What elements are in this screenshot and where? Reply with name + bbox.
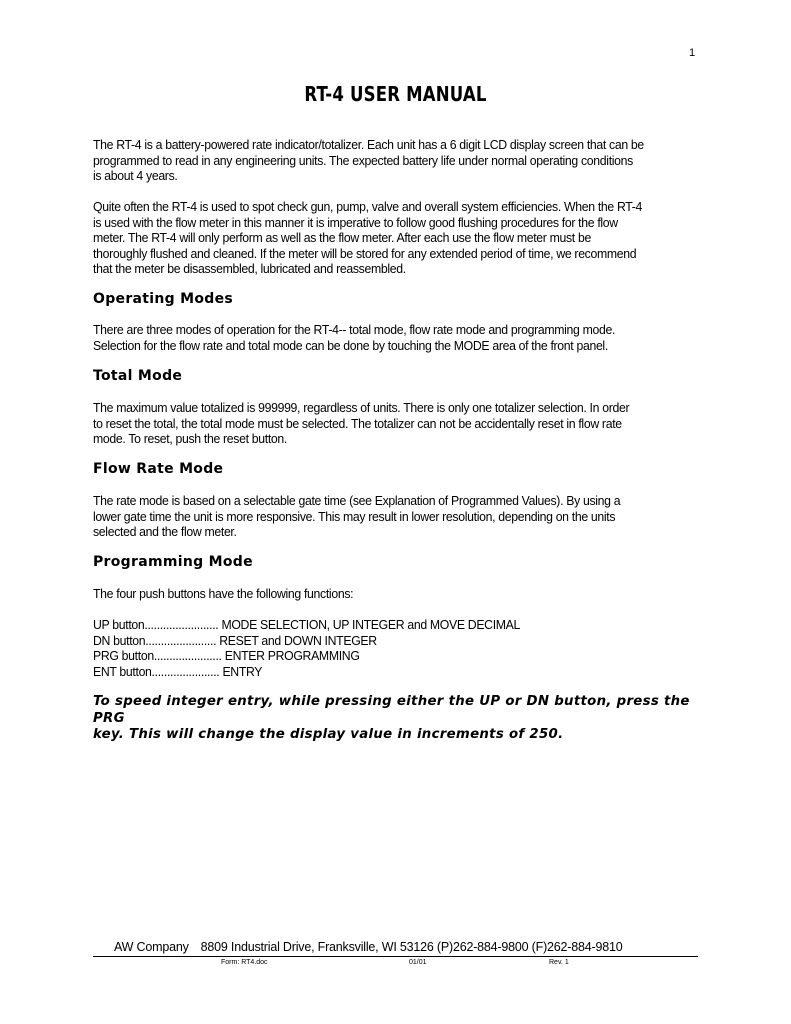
section-heading-flow-rate-mode: Flow Rate Mode xyxy=(93,461,224,477)
total-mode-paragraph xyxy=(93,400,705,447)
footer-form: Form: RT4.doc xyxy=(221,959,268,966)
button-row-dn: DN button....................... RESET and DOWN INTEGER xyxy=(93,633,377,648)
integer-entry-note xyxy=(93,694,705,744)
button-row-ent: ENT button...................... ENTRY xyxy=(93,664,263,679)
text-line: is about 4 years. xyxy=(93,168,178,184)
operating-modes-paragraph xyxy=(93,322,705,353)
footer-date: 01/01 xyxy=(409,959,427,966)
section-heading-programming-mode: Programming Mode xyxy=(93,554,253,570)
text-line: programmed to read in any engineering units. The expected battery life under normal operating conditions xyxy=(93,152,633,168)
text-line: The RT-4 is a battery-powered rate indicator/totalizer. Each unit has a 6 digit LCD display screen that can be xyxy=(93,137,644,152)
usage-paragraph xyxy=(93,199,705,277)
programming-intro: The four push buttons have the following functions: xyxy=(93,586,354,601)
text-line: lower gate time the unit is more responsive. This may result in lower resolution, depending on the units xyxy=(93,508,616,524)
section-heading-operating-modes: Operating Modes xyxy=(93,291,234,307)
text-line: To speed integer entry, while pressing either the UP or DN button, press the PRG xyxy=(93,694,690,726)
text-line: key. This will change the display value in increments of 250. xyxy=(93,727,564,742)
text-line: mode. To reset, push the reset button. xyxy=(93,431,287,447)
page-title: RT-4 USER MANUAL xyxy=(304,82,487,106)
text-line: selected and the flow meter. xyxy=(93,524,237,540)
page-number: 1 xyxy=(689,47,696,59)
footer-address: 8809 Industrial Drive, Franksville, WI 53126 (P)262-884-9800 (F)262-884-9810 xyxy=(200,940,623,954)
text-line: There are three modes of operation for the RT-4-- total mode, flow rate mode and programming mode. xyxy=(93,322,616,337)
flow-rate-mode-paragraph xyxy=(93,493,705,540)
text-line: thoroughly flushed and cleaned. If the meter will be stored for any extended period of time, we recommend xyxy=(93,245,637,261)
text-line: The rate mode is based on a selectable gate time (see Explanation of Programmed Values). By using a xyxy=(93,493,621,508)
text-line: Quite often the RT-4 is used to spot check gun, pump, valve and overall system efficiencies. When the RT-4 xyxy=(93,199,643,214)
text-line: is used with the flow meter in this manner it is imperative to follow good flushing procedures for the flow xyxy=(93,214,618,230)
text-line: Selection for the flow rate and total mode can be done by touching the MODE area of the front panel. xyxy=(93,337,608,353)
footer-company: AW Company xyxy=(114,940,189,954)
footer-address-line xyxy=(93,940,698,954)
button-row-prg: PRG button...................... ENTER PROGRAMMING xyxy=(93,648,360,663)
intro-paragraph xyxy=(93,137,705,184)
text-line: to reset the total, the total mode must be selected. The totalizer can not be accidentally reset in flow rate xyxy=(93,415,622,431)
footer-rule xyxy=(93,956,698,957)
section-heading-total-mode: Total Mode xyxy=(93,368,183,384)
button-row-up: UP button........................ MODE SELECTION, UP INTEGER and MOVE DECIMAL xyxy=(93,617,521,632)
text-line: The maximum value totalized is 999999, regardless of units. There is only one totalizer selection. In order xyxy=(93,400,630,415)
text-line: meter. The RT-4 will only perform as well as the flow meter. After each use the flow meter must be xyxy=(93,230,591,246)
footer-rev: Rev. 1 xyxy=(549,959,569,966)
text-line: that the meter be disassembled, lubricated and reassembled. xyxy=(93,261,406,277)
